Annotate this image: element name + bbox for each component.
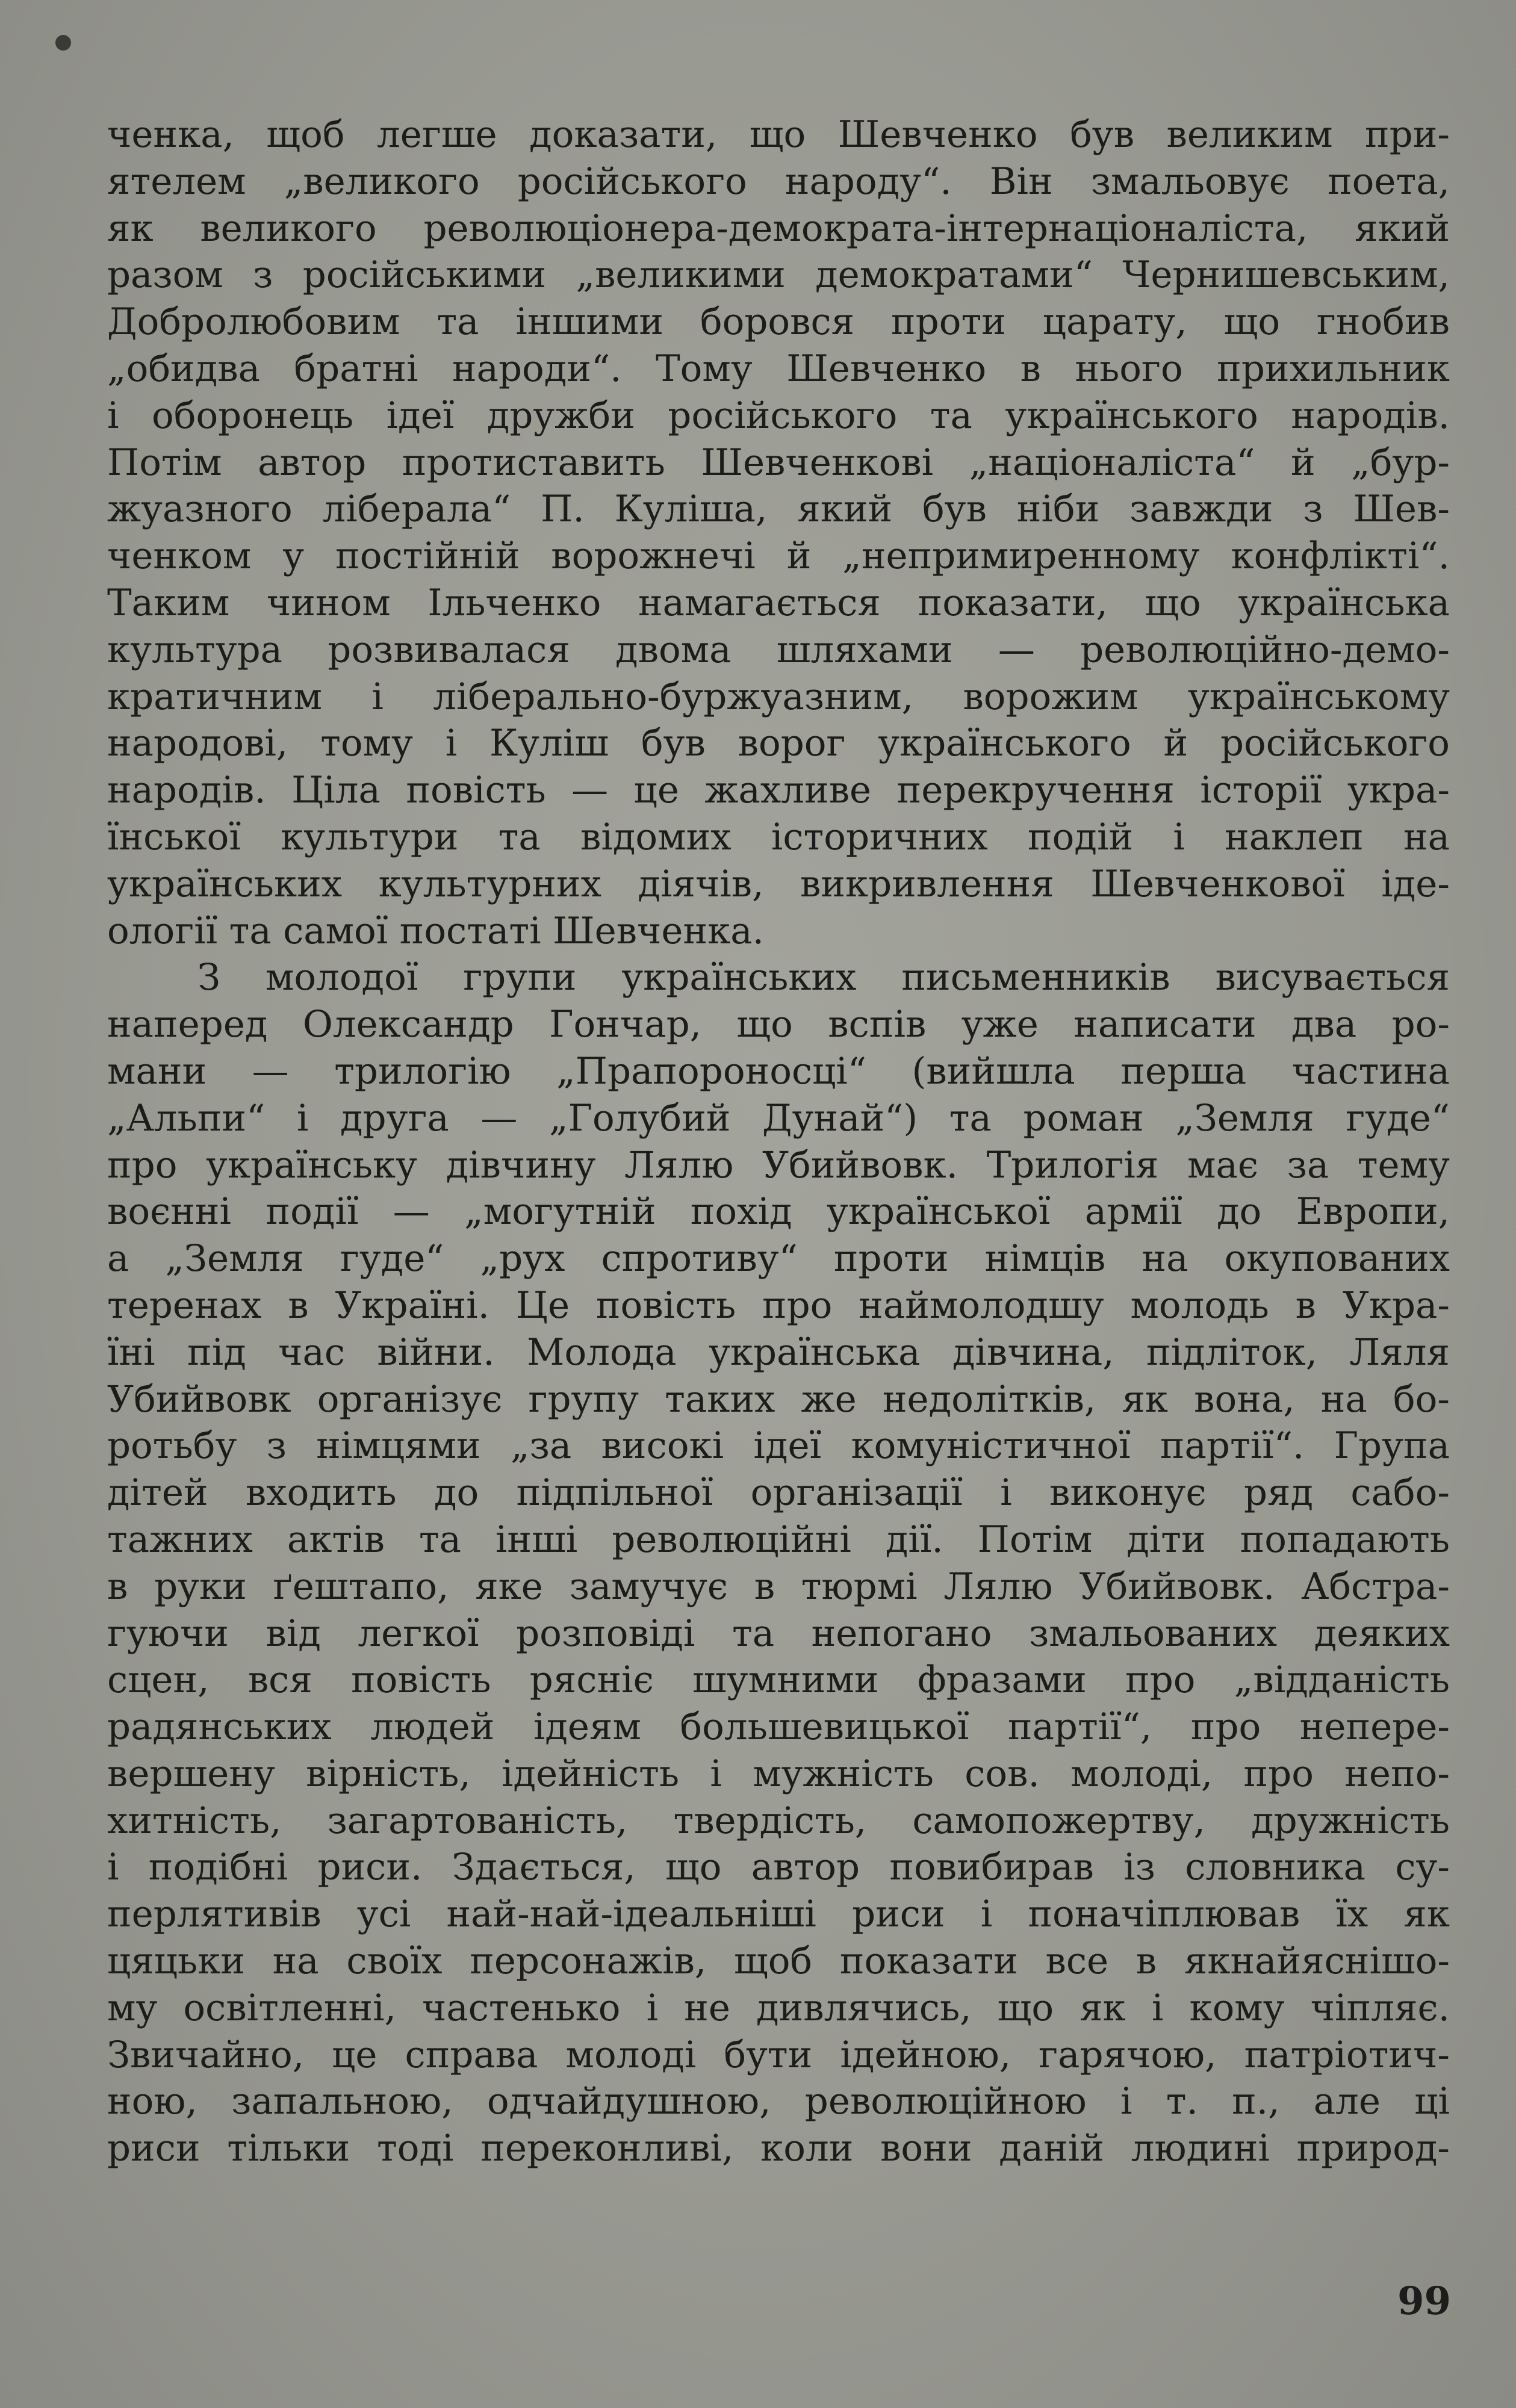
ink-speck [55, 35, 71, 51]
text-line: їні під час війни. Молода українська дівчина, підліток, Ляля [107, 1330, 1450, 1374]
text-line: „Альпи“ і друга — „Голубий Дунай“) та роман „Земля гуде“ [107, 1096, 1450, 1140]
text-line: Звичайно, це справа молоді бути ідейною, гарячою, патріотич- [107, 2033, 1450, 2076]
text-line: „обидва братні народи“. Тому Шевченко в нього прихильник [107, 347, 1450, 390]
text-line: риси тільки тоді переконливі, коли вони даній людині природ- [107, 2127, 1450, 2170]
text-line: Добролюбовим та іншими боровся проти царату, що гнобив [107, 300, 1450, 344]
text-line: цяцьки на своїх персонажів, щоб показати все в якнайяснішо- [107, 1940, 1450, 1983]
text-line: про українську дівчину Лялю Убийвовк. Трилогія має за тему [107, 1143, 1450, 1187]
text-line: і подібні риси. Здається, що автор повибирав із словника су- [107, 1846, 1450, 1889]
body-text [107, 111, 1450, 2172]
text-line: ятелем „великого російського народу“. Він змальовує поета, [107, 160, 1450, 203]
text-line: ротьбу з німцями „за високі ідеї комуністичної партії“. Група [107, 1424, 1450, 1468]
text-line: народів. Ціла повість — це жахливе перекручення історії укра- [107, 769, 1450, 812]
text-line: вершену вірність, ідейність і мужність сов. молоді, про непо- [107, 1752, 1450, 1795]
text-line: їнської культури та відомих історичних подій і наклеп на [107, 815, 1450, 858]
text-line: Убийвовк організує групу таких же недолітків, як вона, на бо- [107, 1377, 1450, 1421]
text-line: ченка, щоб легше доказати, що Шевченко був великим при- [107, 113, 1450, 156]
text-line: Таким чином Ільченко намагається показати, що українська [107, 581, 1450, 624]
text-line: му освітленні, частенько і не дивлячись, що як і кому чіпляє. [107, 1986, 1450, 2029]
text-line: З молодої групи українських письменників висувається [197, 956, 1450, 999]
text-line: разом з російськими „великими демократами“ Чернишевським, [107, 253, 1450, 297]
text-line: гуючи від легкої розповіді та непогано змальованих деяких [107, 1612, 1450, 1655]
text-line: жуазного ліберала“ П. Куліша, який був ніби завжди з Шев- [107, 488, 1450, 531]
text-line: кратичним і ліберально-буржуазним, ворожим українському [107, 675, 1450, 718]
text-line: дітей входить до підпільної організації і виконує ряд сабо- [107, 1471, 1450, 1515]
text-line: культура розвивалася двома шляхами — революційно-демо- [107, 628, 1450, 671]
text-line: сцен, вся повість рясніє шумними фразами про „відданість [107, 1659, 1450, 1702]
text-line: воєнні події — „могутній похід української армії до Европи, [107, 1190, 1450, 1233]
text-line: і оборонець ідеї дружби російського та українського народів. [107, 394, 1450, 437]
text-line: наперед Олександр Гончар, що вспів уже написати два ро- [107, 1003, 1450, 1046]
text-line: хитність, загартованість, твердість, самопожертву, дружність [107, 1799, 1450, 1842]
page-number: 99 [1397, 2279, 1451, 2324]
text-line: ченком у постійній ворожнечі й „непримиренному конфлікті“. [107, 535, 1450, 578]
text-line: народові, тому і Куліш був ворог українського й російського [107, 722, 1450, 765]
text-line: тажних актів та інші революційні дії. Потім діти попадають [107, 1518, 1450, 1561]
text-line: радянських людей ідеям большевицької партії“, про непере- [107, 1705, 1450, 1749]
text-line: перлятивів усі най-най-ідеальніші риси і поначіплював їх як [107, 1893, 1450, 1936]
text-line: як великого революціонера-демократа-інтернаціоналіста, який [107, 206, 1450, 250]
text-line: українських культурних діячів, викривлення Шевченкової іде- [107, 862, 1450, 905]
text-line: теренах в Україні. Це повість про наймолодшу молодь в Укра- [107, 1283, 1450, 1327]
text-line: в руки ґештапо, яке замучує в тюрмі Лялю Убийвовк. Абстра- [107, 1565, 1450, 1608]
text-line: Потім автор протиставить Шевченкові „націоналіста“ й „бур- [107, 441, 1450, 484]
text-line: мани — трилогію „Прапороносці“ (вийшла перша частина [107, 1049, 1450, 1093]
text-line: ною, запальною, одчайдушною, революційною і т. п., але ці [107, 2080, 1450, 2123]
text-line: а „Земля гуде“ „рух спротиву“ проти німців на окупованих [107, 1237, 1450, 1280]
text-line: ології та самої постаті Шевченка. [107, 909, 765, 952]
